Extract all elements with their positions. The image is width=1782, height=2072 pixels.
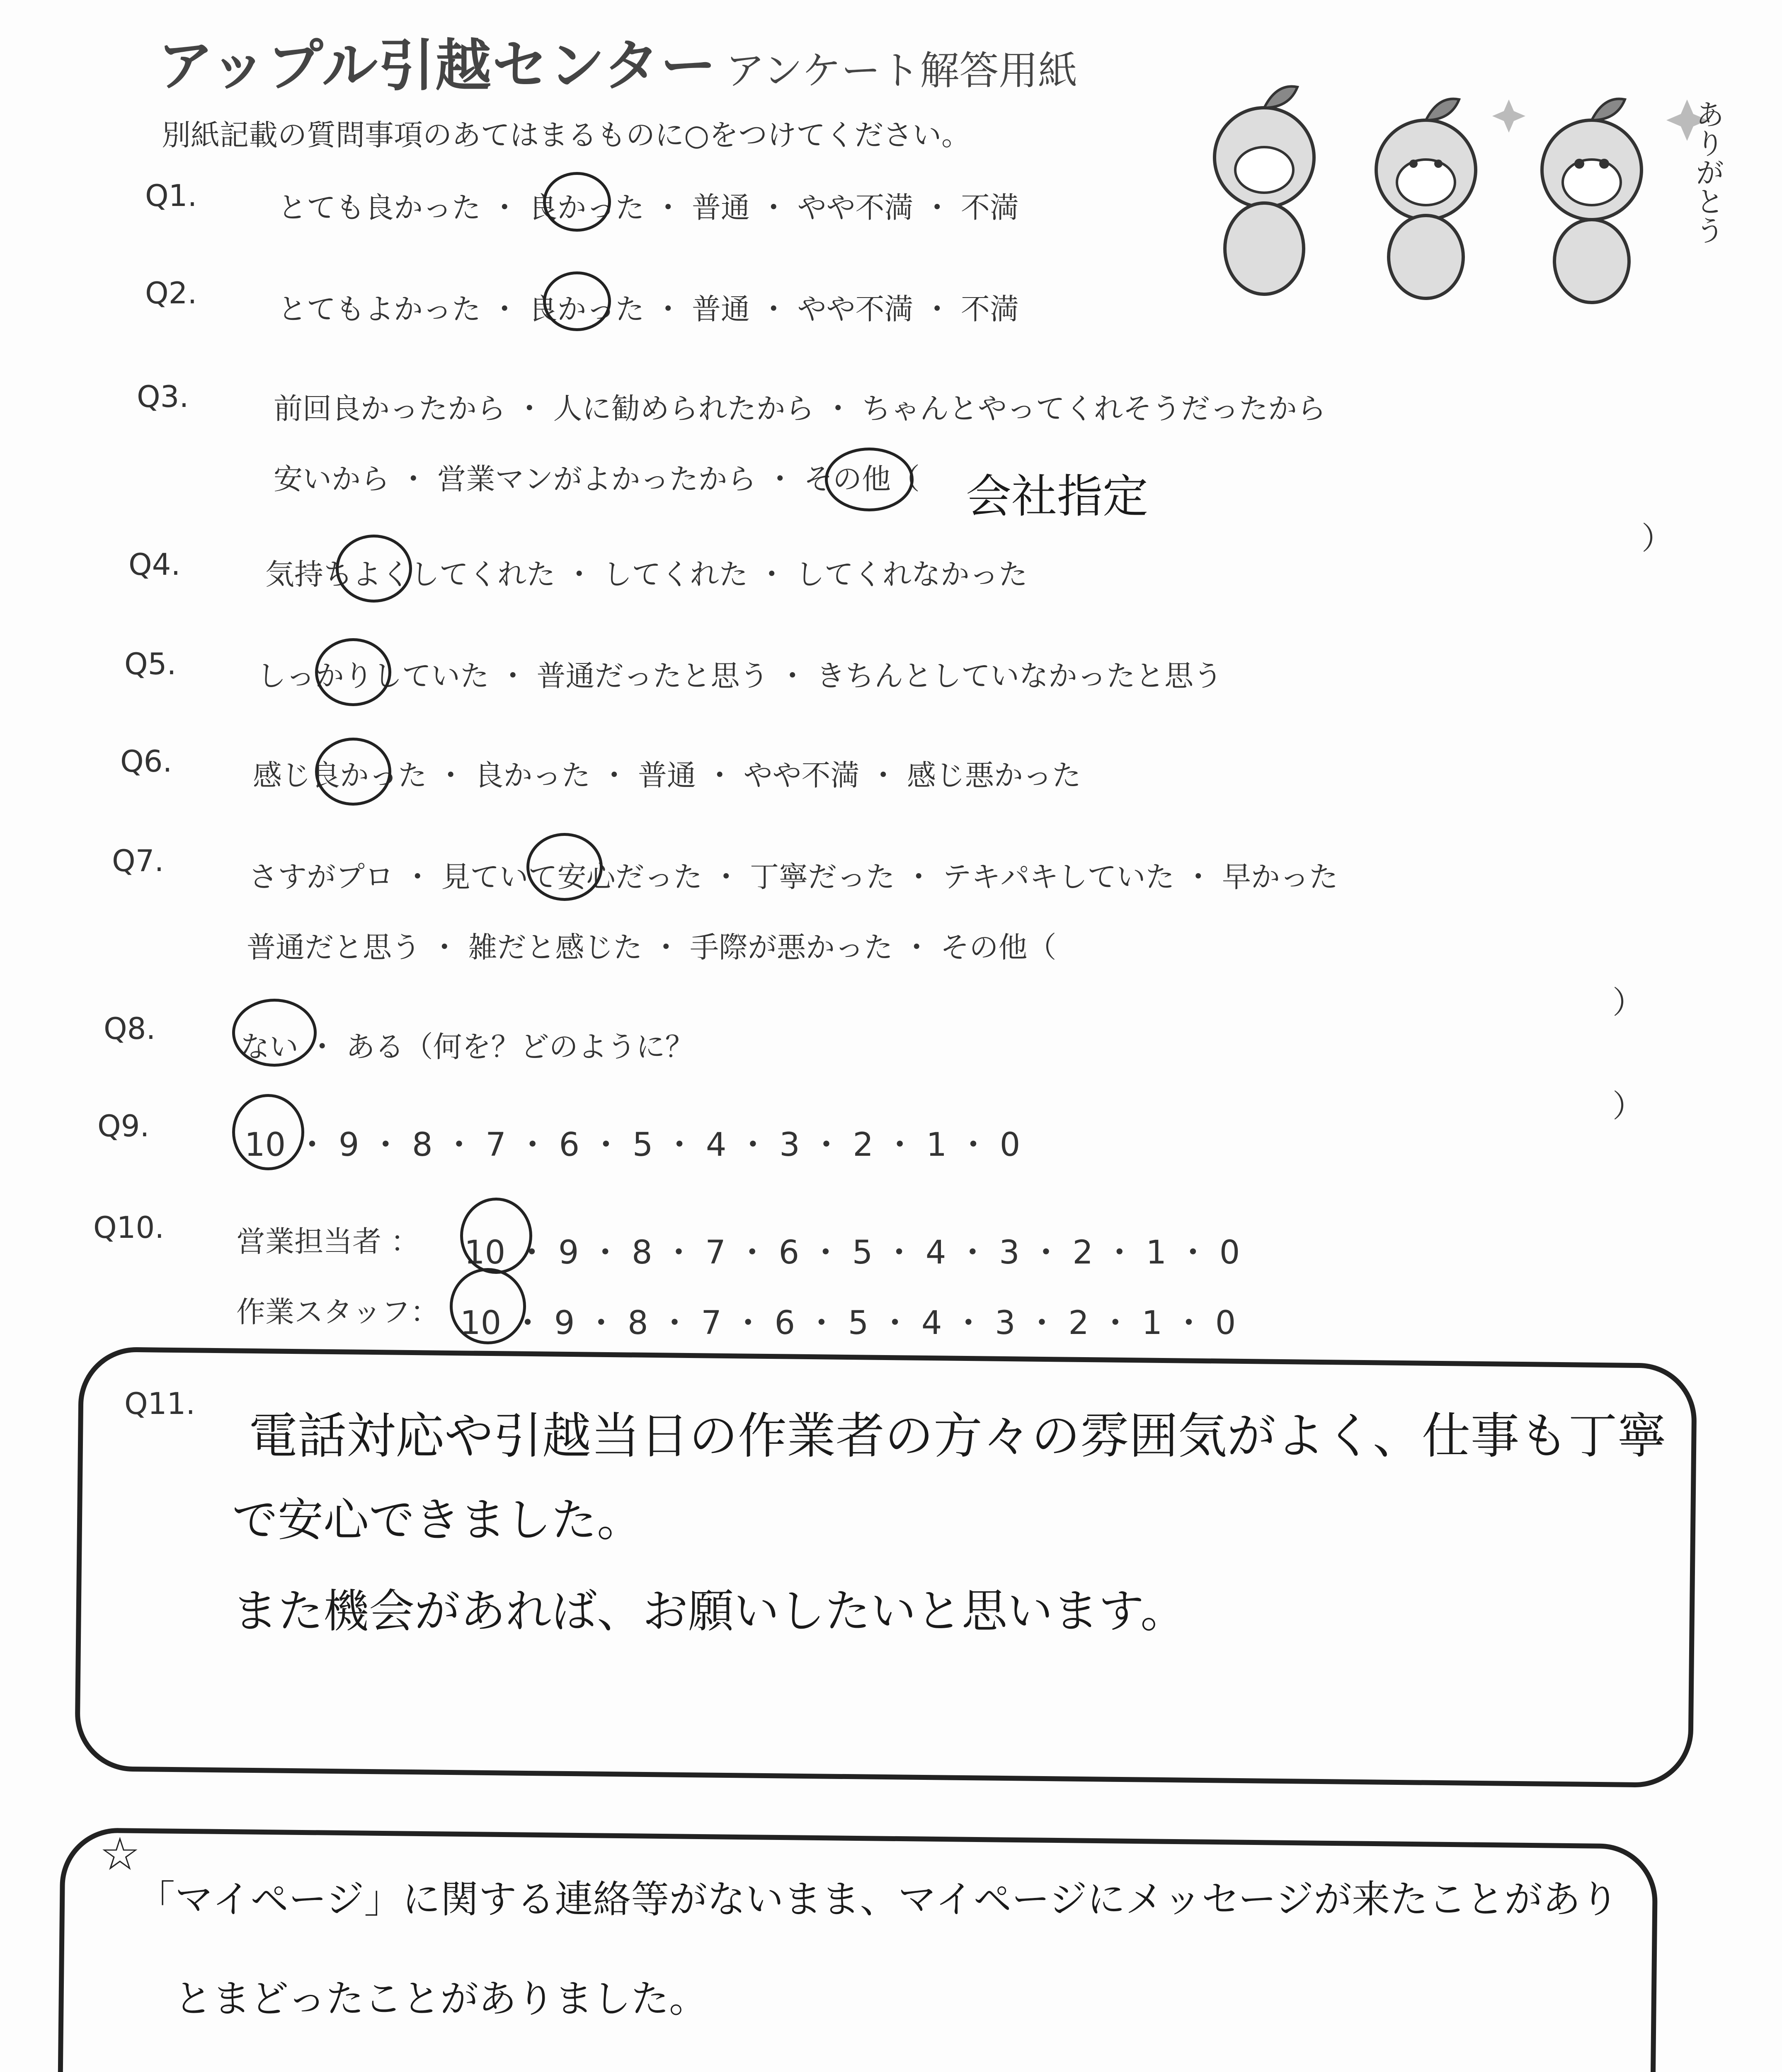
q8-bracket-close: ） — [1612, 1088, 1644, 1124]
q1-options: とても良かった ・ 良かった ・ 普通 ・ やや不満 ・ 不満 — [278, 191, 1019, 225]
q10-sales-answer-circle — [460, 1198, 532, 1274]
q4-label: Q4. — [128, 547, 181, 582]
q1-label: Q1. — [145, 178, 197, 213]
q3-label: Q3. — [137, 379, 189, 414]
form-subtitle: アンケート解答用紙 — [725, 48, 1078, 94]
q8-answer-circle — [232, 999, 317, 1067]
q8-options: ない ・ ある（何を？どのように？ — [240, 1030, 694, 1064]
q10-sales-scale: 10 ・ 9 ・ 8 ・ 7 ・ 6 ・ 5 ・ 4 ・ 3 ・ 2 ・ 1 ・ 0 — [464, 1234, 1240, 1271]
q11-label: Q11. — [124, 1386, 196, 1421]
apple-mascot-illustration — [1169, 75, 1749, 307]
form-title: アップル引越センター — [158, 33, 717, 98]
star-comment-box — [56, 1828, 1658, 2072]
q3-other-handwritten: 会社指定 — [966, 470, 1148, 523]
q11-comment-line1: 電話対応や引越当日の作業者の方々の雰囲気がよく、仕事も丁寧 — [249, 1407, 1666, 1464]
q9-label: Q9. — [97, 1109, 150, 1143]
q10-staff-label: 作業スタッフ： — [236, 1295, 439, 1329]
q11-comment-line3: また機会があれば、お願いしたいと思います。 — [232, 1585, 1186, 1638]
q7-bracket-close: ） — [1612, 984, 1644, 1021]
q2-answer-circle — [543, 271, 611, 331]
q9-scale: 10 ・ 9 ・ 8 ・ 7 ・ 6 ・ 5 ・ 4 ・ 3 ・ 2 ・ 1 ・ 0 — [245, 1126, 1021, 1164]
q7-answer-circle — [526, 833, 603, 901]
q1-answer-circle — [543, 172, 611, 232]
mascot-thanks-text: ありがとう — [1691, 99, 1725, 244]
mascot-icon — [1169, 75, 1749, 307]
q3-bracket-close: ） — [1641, 520, 1673, 557]
q5-options: しっかりしていた ・ 普通だったと思う ・ きちんとしていなかったと思う — [257, 659, 1223, 693]
q6-label: Q6. — [120, 744, 172, 779]
star-icon: ☆ — [99, 1828, 141, 1881]
q6-options: 感じ良かった ・ 良かった ・ 普通 ・ やや不満 ・ 感じ悪かった — [253, 758, 1081, 792]
q10-staff-answer-circle — [450, 1268, 526, 1344]
q7-options-line1: さすがプロ ・ 見ていて安心だった ・ 丁寧だった ・ テキパキしていた ・ 早かった — [249, 860, 1338, 894]
q7-label: Q7. — [112, 843, 164, 878]
q10-staff-scale: 10 ・ 9 ・ 8 ・ 7 ・ 6 ・ 5 ・ 4 ・ 3 ・ 2 ・ 1 ・ 0 — [460, 1305, 1236, 1342]
star-comment-line3 — [170, 2064, 1036, 2072]
q11-comment-line2: で安心できました。 — [232, 1493, 642, 1547]
q4-answer-circle — [336, 535, 412, 603]
q8-label: Q8. — [104, 1011, 156, 1046]
q2-options: とてもよかった ・ 良かった ・ 普通 ・ やや不満 ・ 不満 — [278, 292, 1019, 326]
q5-label: Q5. — [124, 646, 177, 681]
q6-answer-circle — [315, 738, 391, 806]
q10-sales-label: 営業担当者 ： — [236, 1225, 420, 1259]
q9-answer-circle — [232, 1094, 304, 1170]
star-comment-line1: 「マイページ」に関する連絡等がないまま、マイページにメッセージが来たことがあり — [137, 1877, 1619, 1922]
q2-label: Q2. — [145, 276, 197, 310]
form-instruction: 別紙記載の質問事項のあてはまるものに○をつけてください。 — [162, 118, 971, 152]
star-comment-line2: とまどったことがありました。 — [174, 1977, 708, 2021]
q3-options-line1: 前回良かったから ・ 人に勧められたから ・ ちゃんとやってくれそうだったから — [274, 392, 1326, 426]
q5-answer-circle — [315, 638, 391, 706]
q7-options-line2: 普通だと思う ・ 雑だと感じた ・ 手際が悪かった ・ その他（ — [247, 930, 1057, 964]
q3-answer-circle — [825, 448, 914, 511]
q10-label: Q10. — [93, 1210, 165, 1245]
q4-options: 気持ちよくしてくれた ・ してくれた ・ してくれなかった — [265, 557, 1028, 591]
q3-options-line2: 安いから ・ 営業マンがよかったから ・ その他（ — [274, 462, 920, 496]
